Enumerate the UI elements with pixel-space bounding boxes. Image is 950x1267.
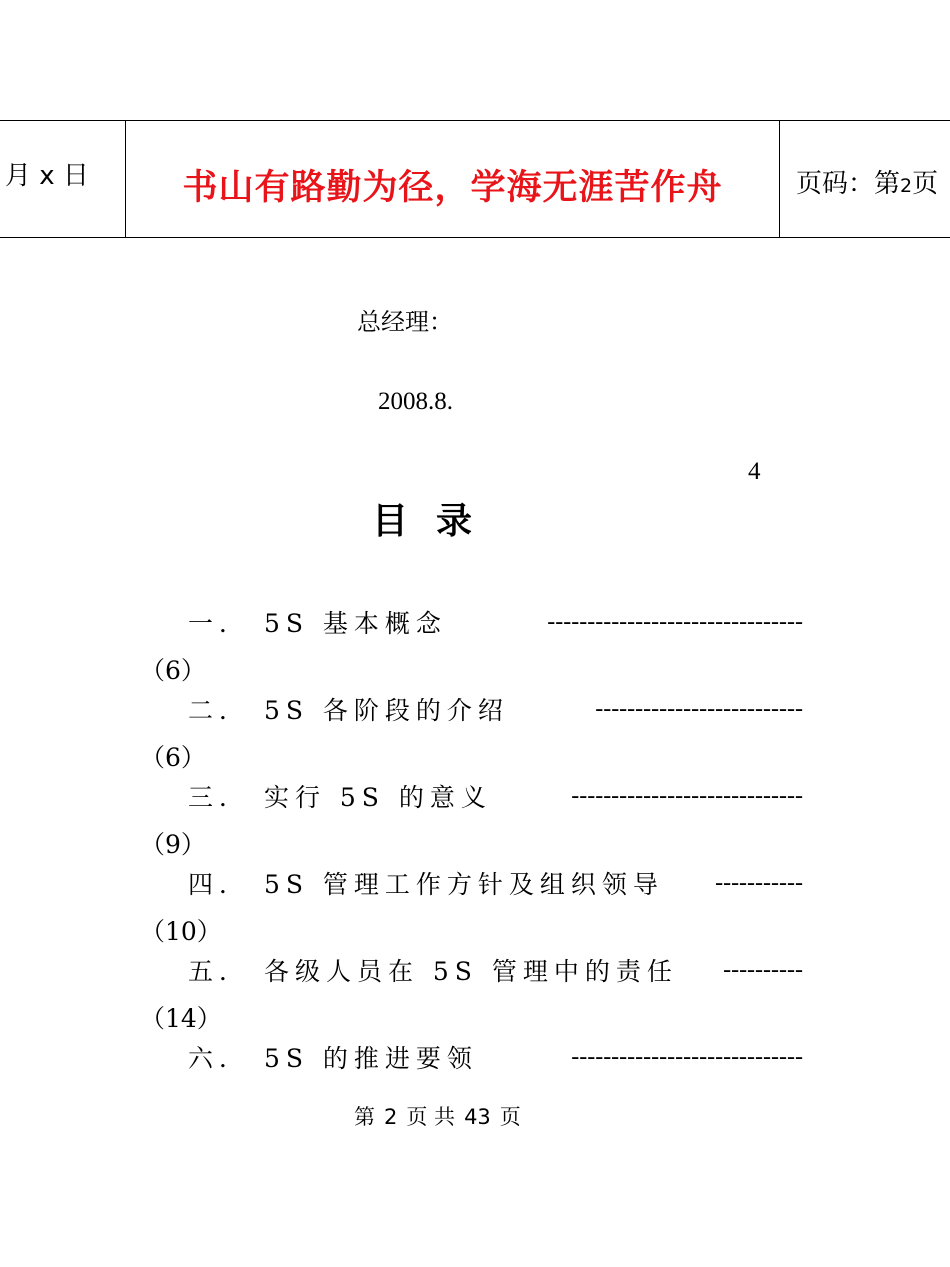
page-footer <box>354 1101 530 1131</box>
document-date: 2008.8. <box>378 388 453 415</box>
toc-entry-page: （14） <box>140 1004 222 1033</box>
header-page-number: 2 <box>900 175 913 197</box>
footer-current-page: 2 <box>384 1105 398 1129</box>
toc-entry[interactable] <box>188 865 803 901</box>
toc-entry-label: 一． 5S 基本概念 <box>188 609 447 638</box>
toc-entry-page: （6） <box>140 743 206 772</box>
toc-entry-page: （6） <box>140 656 206 685</box>
header-date: 月 x 日 <box>5 161 89 191</box>
toc-entry-leader: ----------------------------- <box>571 1043 803 1070</box>
footer-suffix: 页 <box>499 1105 521 1129</box>
toc-entry-label: 五． 各级人员在 5S 管理中的责任 <box>188 957 678 986</box>
toc-entry-label: 二． 5S 各阶段的介绍 <box>188 696 509 725</box>
toc-entry-label: 六． 5S 的推进要领 <box>188 1044 478 1073</box>
header-divider-right <box>779 120 780 238</box>
footer-middle: 页 共 <box>406 1105 456 1129</box>
toc-entry[interactable] <box>188 778 803 814</box>
header-page-suffix: 页 <box>912 169 939 199</box>
header-bottom-rule <box>0 237 950 238</box>
toc-title: 目录 <box>372 501 501 542</box>
header-top-rule <box>0 120 950 121</box>
toc-entry-leader: -------------------------------- <box>547 608 803 635</box>
toc-entry[interactable] <box>188 952 803 988</box>
signature-label: 总经理： <box>357 308 453 336</box>
toc-entry-leader: -------------------------- <box>595 695 803 722</box>
header-page-indicator <box>796 163 938 200</box>
toc-entry-leader: ---------- <box>723 956 803 983</box>
toc-entry[interactable] <box>188 604 803 640</box>
toc-entry-label: 四． 5S 管理工作方针及组织领导 <box>188 870 664 899</box>
toc-entry[interactable] <box>188 1039 803 1075</box>
toc-entry-leader: ----------------------------- <box>571 782 803 809</box>
footer-prefix: 第 <box>354 1105 375 1129</box>
footer-total-pages: 43 <box>464 1105 491 1129</box>
side-number: 4 <box>748 458 761 485</box>
header-motto: 书山有路勤为径，学海无涯苦作舟 <box>182 167 723 208</box>
toc-entry-leader: ----------- <box>715 869 803 896</box>
toc-entry-label: 三． 实行 5S 的意义 <box>188 783 492 812</box>
toc-entry-page: （9） <box>140 830 206 859</box>
toc-entry-page: （10） <box>140 917 222 946</box>
header-page-label: 页码：第 <box>796 169 901 199</box>
toc-entry[interactable] <box>188 691 803 727</box>
